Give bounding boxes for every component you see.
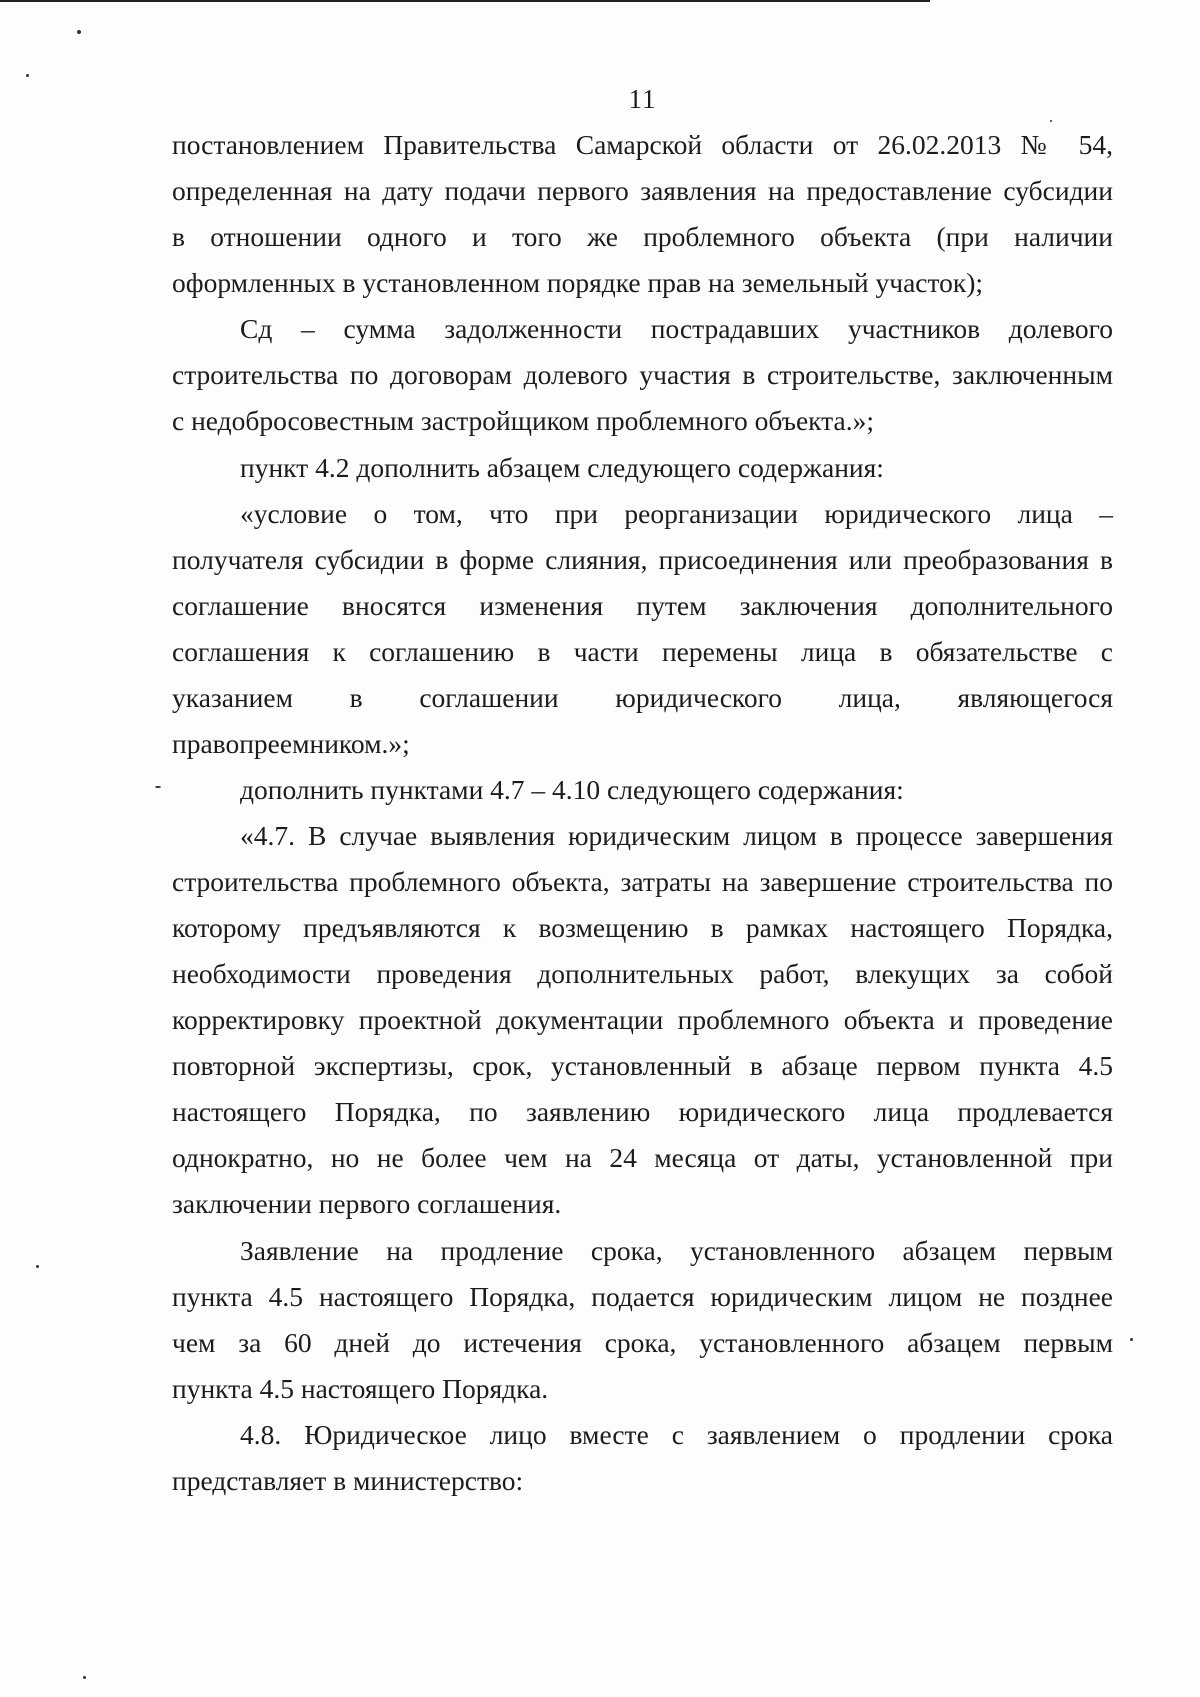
text-line: представляет в министерство: xyxy=(172,1465,524,1496)
text-line: однократно, но не более чем на 24 месяца от даты, установленной при xyxy=(172,1142,1113,1173)
text-line: чем за 60 дней до истечения срока, установленного абзацем первым xyxy=(172,1327,1113,1358)
text-line: заключении первого соглашения. xyxy=(172,1188,562,1219)
scan-speck xyxy=(1130,1338,1133,1341)
scan-speck xyxy=(1050,120,1052,122)
text-line: «условие о том, что при реорганизации юридического лица – xyxy=(240,498,1113,529)
scan-speck xyxy=(26,74,29,77)
scan-speck xyxy=(83,1676,86,1679)
text-line: строительства проблемного объекта, затраты на завершение строительства по xyxy=(172,866,1113,897)
text-line: пункта 4.5 настоящего Порядка, подается юридическим лицом не позднее xyxy=(172,1281,1113,1312)
page-number: 11 xyxy=(628,84,657,114)
text-line: дополнить пунктами 4.7 – 4.10 следующего содержания: xyxy=(240,774,904,805)
text-line: Сд – сумма задолженности пострадавших участников долевого xyxy=(240,313,1113,344)
scan-speck xyxy=(36,1265,39,1268)
text-line: которому предъявляются к возмещению в рамках настоящего Порядка, xyxy=(172,912,1113,943)
text-line: постановлением Правительства Самарской области от 26.02.2013 № 54, xyxy=(172,129,1113,160)
text-line: соглашение вносятся изменения путем заключения дополнительного xyxy=(172,590,1113,621)
scan-top-edge xyxy=(0,0,930,2)
text-line: получателя субсидии в форме слияния, присоединения или преобразования в xyxy=(172,544,1113,575)
text-line: определенная на дату подачи первого заявления на предоставление субсидии xyxy=(172,175,1113,206)
text-line: повторной экспертизы, срок, установленный в абзаце первом пункта 4.5 xyxy=(172,1050,1113,1081)
text-line: Заявление на продление срока, установленного абзацем первым xyxy=(240,1235,1113,1266)
text-line: правопреемником.»; xyxy=(172,728,410,759)
text-line: пункта 4.5 настоящего Порядка. xyxy=(172,1373,549,1404)
text-line: пункт 4.2 дополнить абзацем следующего содержания: xyxy=(240,452,884,483)
scan-speck xyxy=(77,30,81,34)
scan-speck xyxy=(155,786,161,788)
text-line: в отношении одного и того же проблемного объекта (при наличии xyxy=(172,221,1113,252)
text-line: указанием в соглашении юридического лица, являющегося xyxy=(172,682,1113,713)
text-line: корректировку проектной документации проблемного объекта и проведение xyxy=(172,1004,1113,1035)
text-line: 4.8. Юридическое лицо вместе с заявлением о продлении срока xyxy=(240,1419,1113,1450)
text-line: необходимости проведения дополнительных работ, влекущих за собой xyxy=(172,958,1113,989)
text-line: строительства по договорам долевого участия в строительстве, заключенным xyxy=(172,359,1113,390)
text-line: настоящего Порядка, по заявлению юридического лица продлевается xyxy=(172,1096,1113,1127)
text-line: с недобросовестным застройщиком проблемного объекта.»; xyxy=(172,405,874,436)
text-line: «4.7. В случае выявления юридическим лицом в процессе завершения xyxy=(240,820,1113,851)
text-line: соглашения к соглашению в части перемены лица в обязательстве с xyxy=(172,636,1113,667)
text-line: оформленных в установленном порядке прав на земельный участок); xyxy=(172,267,984,298)
